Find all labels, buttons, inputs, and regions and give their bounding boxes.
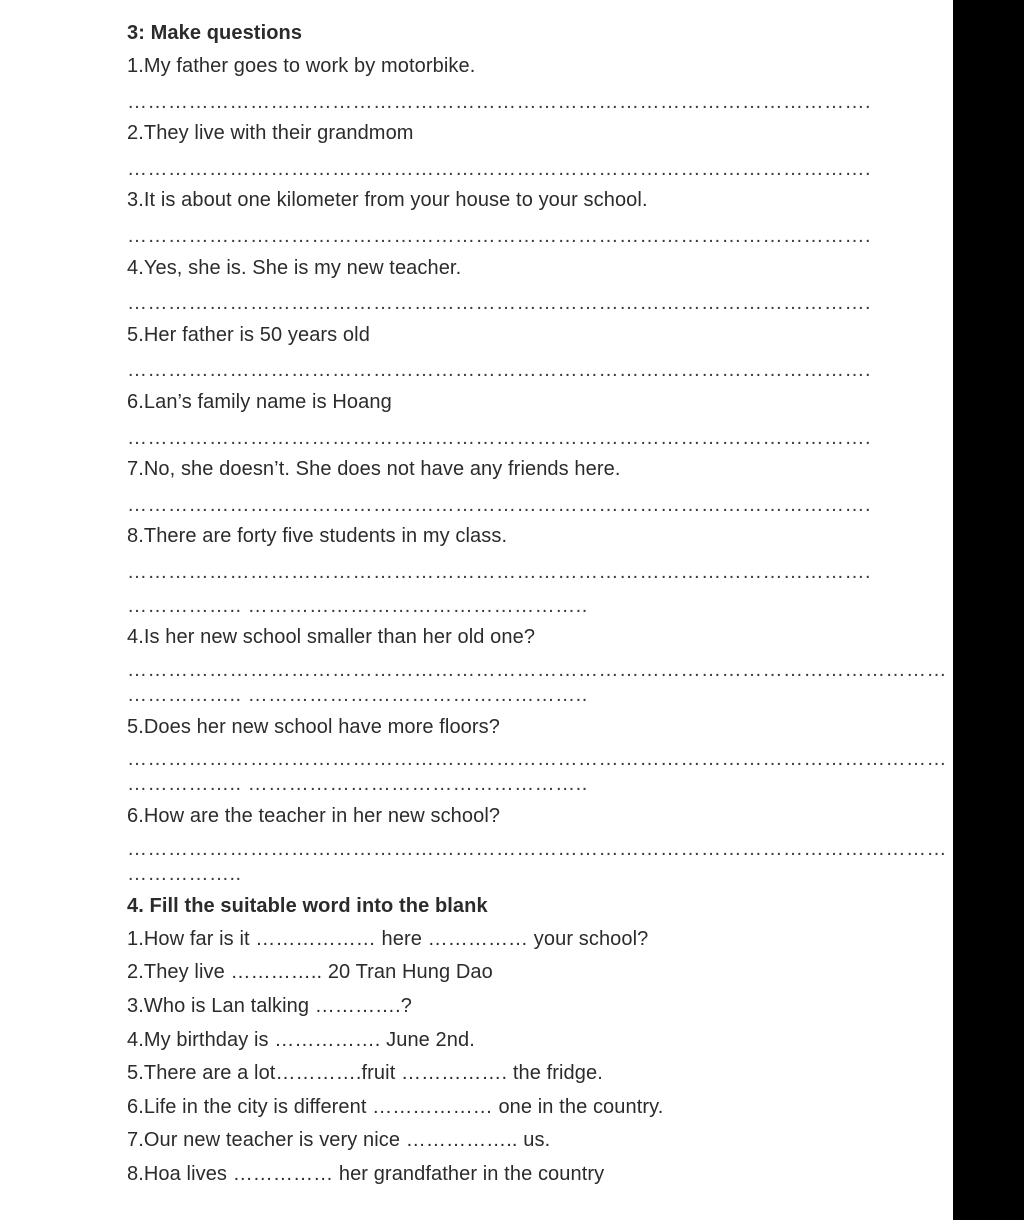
question-item: 6.How are the teacher in her new school?: [127, 805, 501, 828]
question-item: 1.My father goes to work by motorbike.: [127, 55, 476, 77]
question-item: 4.Yes, she is. She is my new teacher.: [127, 256, 462, 279]
answer-line: ……………………………………………………………………………………………….: [127, 157, 872, 180]
question-item: 4.Is her new school smaller than her old one?: [127, 626, 536, 649]
answer-line: ……………………………………………………………………………………………….: [127, 359, 872, 382]
answer-line: ……………………………………………………………………………………………….: [127, 426, 872, 449]
answer-line-short: …………….. …………………………………………..: [127, 683, 588, 706]
section-3-heading: 3: Make questions: [127, 22, 303, 44]
answer-line: ……………………………………………………………………………………………….: [127, 224, 872, 247]
fill-blank-item: 4.My birthday is ……………. June 2nd.: [127, 1028, 475, 1051]
question-item: 3.It is about one kilometer from your house to your school.: [127, 189, 648, 212]
fill-blank-item: 6.Life in the city is different ……………… one in the country.: [127, 1095, 664, 1118]
question-item: 8.There are forty five students in my class.: [127, 525, 508, 548]
answer-line-short: …………….. …………………………………………..: [127, 594, 588, 617]
answer-line: ……………………………………………………………………………………………….: [127, 560, 872, 583]
fill-blank-item: 5.There are a lot………….fruit ……………. the fridge.: [127, 1062, 603, 1085]
answer-line-long: …………………………………………………………………………………………………………: [127, 658, 947, 681]
fill-blank-item: 7.Our new teacher is very nice …………….. us.: [127, 1129, 551, 1152]
black-margin-bar: [953, 0, 1024, 1220]
fill-blank-item: 2.They live ………….. 20 Tran Hung Dao: [127, 961, 493, 984]
fill-blank-item: 3.Who is Lan talking ………….?: [127, 995, 413, 1018]
question-item: 6.Lan’s family name is Hoang: [127, 390, 392, 413]
answer-line-long: …………………………………………………………………………………………………………: [127, 748, 947, 771]
section-4-heading: 4. Fill the suitable word into the blank: [127, 894, 488, 917]
answer-line: ……………………………………………………………………………………………….: [127, 90, 872, 113]
answer-line: ……………………………………………………………………………………………….: [127, 292, 872, 315]
question-item: 2.They live with their grandmom: [127, 122, 414, 145]
fill-blank-item: 8.Hoa lives …………… her grandfather in the country: [127, 1163, 605, 1186]
fill-blank-item: 1.How far is it ……………… here …………… your school?: [127, 927, 649, 950]
answer-line: ……………………………………………………………………………………………….: [127, 493, 872, 516]
question-item: 5.Does her new school have more floors?: [127, 715, 500, 738]
worksheet-content: [127, 20, 953, 1195]
answer-line-short: …………….. …………………………………………..: [127, 773, 588, 796]
question-item: 5.Her father is 50 years old: [127, 323, 370, 346]
answer-line-short: ……………..: [127, 862, 242, 885]
question-item: 7.No, she doesn’t. She does not have any friends here.: [127, 458, 621, 481]
answer-line-long: …………………………………………………………………………………………………………: [127, 837, 947, 860]
